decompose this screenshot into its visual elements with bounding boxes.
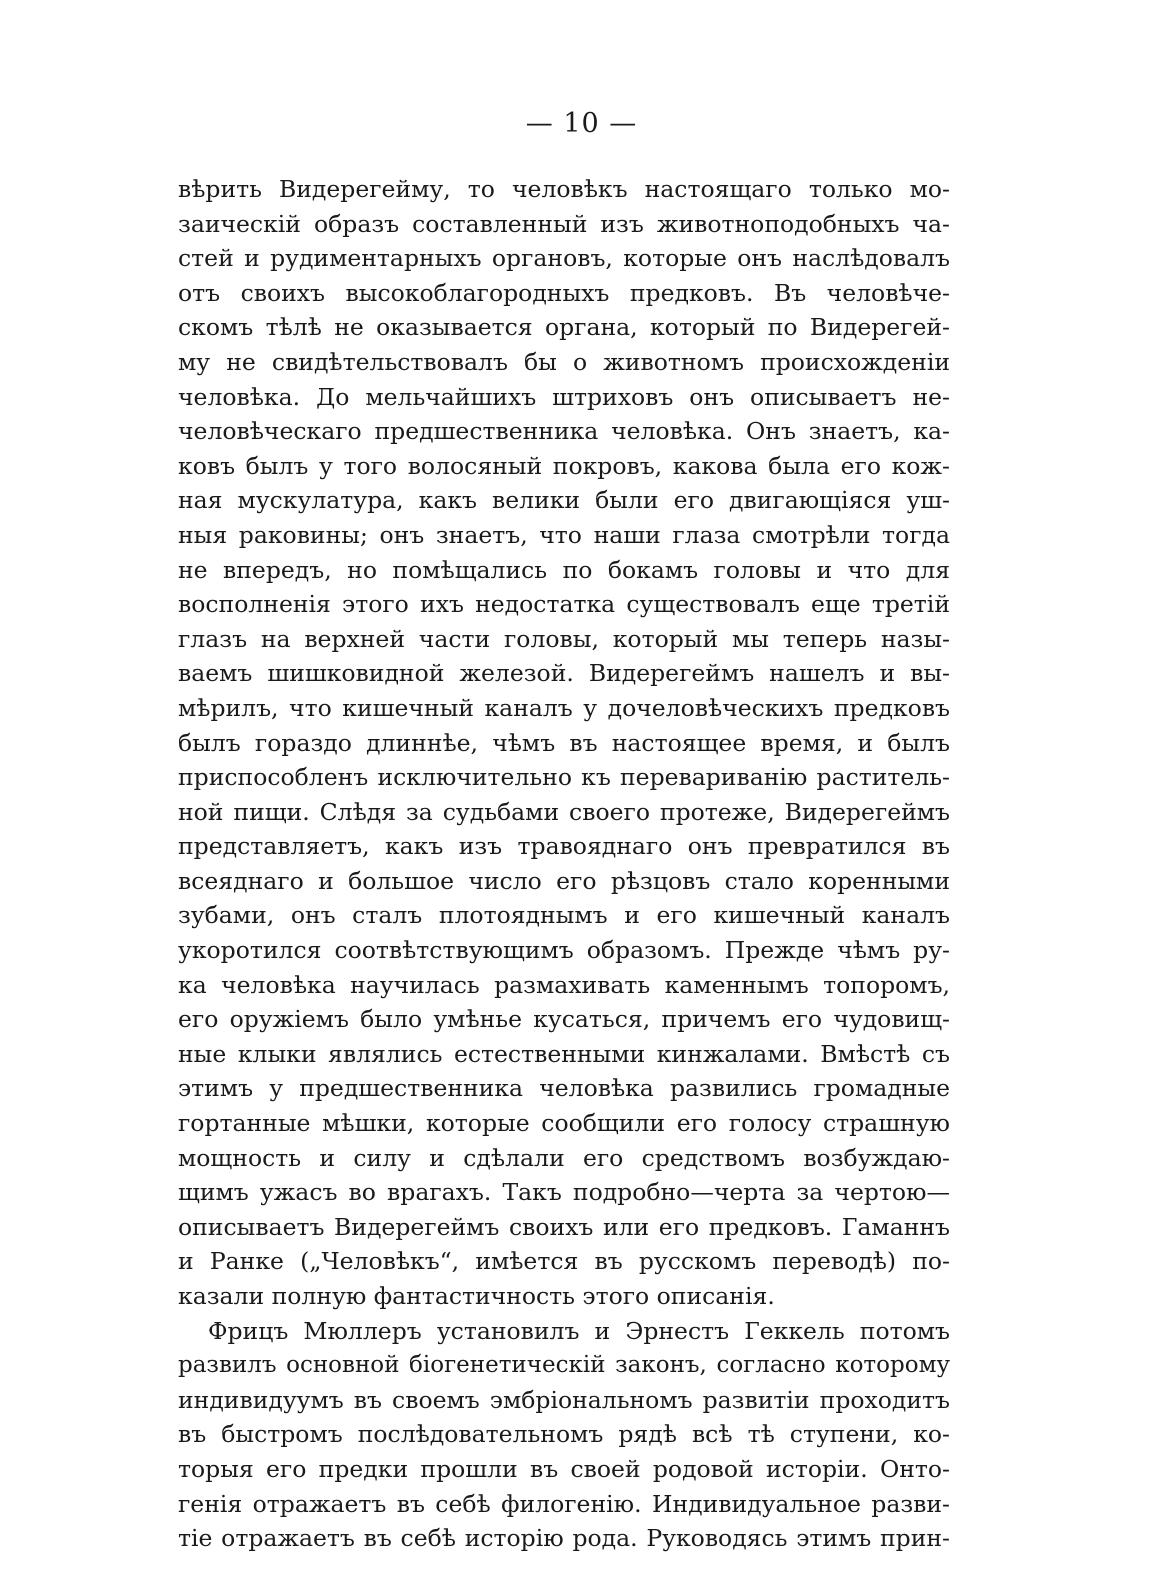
text-line: стей и рудиментарныхъ органовъ, которые онъ наслѣдовалъ <box>178 244 950 273</box>
text-line: ваемъ шишковидной железой. Видерегеймъ нашелъ и вы- <box>178 659 950 688</box>
text-line: развилъ основной бiогенетическiй законъ, согласно которому <box>178 1352 950 1379</box>
paragraph-2 <box>178 1314 950 1556</box>
text-line: описываетъ Видерегеймъ своихъ или его предковъ. Гаманнъ <box>178 1212 950 1241</box>
text-line: не впередъ, но помѣщались по бокамъ головы и что для <box>178 555 950 584</box>
text-line: мѣрилъ, что кишечный каналъ у дочеловѣческихъ предковъ <box>178 693 950 722</box>
text-line: его оружiемъ было умѣнье кусаться, причемъ его чудовищ- <box>178 1005 950 1034</box>
text-line: всеяднаго и большое число его рѣзцовъ стало коренными <box>178 866 950 895</box>
text-line: щимъ ужасъ во врагахъ. Такъ подробно—черта за чертою— <box>178 1178 950 1207</box>
text-line: зубами, онъ сталъ плотояднымъ и его кишечный каналъ <box>178 901 950 930</box>
text-line: заическiй образъ составленный изъ животноподобныхъ ча- <box>178 209 950 238</box>
text-line: ныя раковины; онъ знаетъ, что наши глаза смотрѣли тогда <box>178 520 950 549</box>
text-line: и Ранке („Человѣкъ“, имѣется въ русскомъ переводѣ) по- <box>178 1247 950 1276</box>
text-line: ная мускулатура, какъ велики были его двигающiяся уш- <box>178 486 950 515</box>
text-line: былъ гораздо длиннѣе, чѣмъ въ настоящее время, и былъ <box>178 728 950 757</box>
body-text <box>178 172 950 1556</box>
text-line: гортанные мѣшки, которые сообщили его голосу страшную <box>178 1109 950 1138</box>
text-line: генiя отражаетъ въ себѣ филогенiю. Индивидуальное разви- <box>178 1489 950 1518</box>
text-line: скомъ тѣлѣ не оказывается органа, который по Видерегей- <box>178 313 950 342</box>
text-line: му не свидѣтельствовалъ бы о животномъ происхожденiи <box>178 347 950 376</box>
text-line: Фрицъ Мюллеръ установилъ и Эрнестъ Геккель потомъ <box>208 1316 950 1345</box>
text-line: этимъ у предшественника человѣка развились громадные <box>178 1074 950 1103</box>
text-line: индивидуумъ въ своемъ эмбрiональномъ развитiи проходитъ <box>178 1385 950 1414</box>
text-line: человѣческаго предшественника человѣка. Онъ знаетъ, ка- <box>178 417 950 446</box>
text-line: казали полную фантастичность этого описанiя. <box>178 1282 775 1310</box>
text-line: приспособленъ исключительно къ перевариванiю раститель- <box>178 763 950 792</box>
text-line: мощность и силу и сдѣлали его средствомъ возбуждаю- <box>178 1143 950 1172</box>
text-line: ка человѣка научилась размахивать каменнымъ топоромъ, <box>178 970 950 999</box>
text-line: укоротился соотвѣтствующимъ образомъ. Прежде чѣмъ ру- <box>178 936 950 965</box>
paragraph-1 <box>178 172 950 1314</box>
text-line: торыя его предки прошли въ своей родовой исторiи. Онто- <box>178 1454 950 1483</box>
text-line: ной пищи. Слѣдя за судьбами своего протеже, Видерегеймъ <box>178 797 950 826</box>
text-line: въ быстромъ послѣдовательномъ рядѣ всѣ тѣ ступени, ко- <box>178 1420 950 1449</box>
text-line: глазъ на верхней части головы, который мы теперь назы- <box>178 624 950 653</box>
text-line: восполненiя этого ихъ недостатка существовалъ еще третiй <box>178 590 950 619</box>
text-line: отъ своихъ высокоблагородныхъ предковъ. Въ человѣче- <box>178 278 950 307</box>
page-number: — 10 — <box>525 108 638 139</box>
text-line: представляетъ, какъ изъ травояднаго онъ превратился въ <box>178 832 950 861</box>
text-line: вѣрить Видерегейму, то человѣкъ настоящаго только мо- <box>178 175 950 203</box>
text-line: ные клыки являлись естественными кинжалами. Вмѣстѣ съ <box>178 1039 950 1068</box>
text-line: тiе отражаетъ въ себѣ исторiю рода. Руководясь этимъ прин- <box>178 1524 950 1553</box>
text-line: человѣка. До мельчайшихъ штриховъ онъ описываетъ не- <box>178 382 950 411</box>
text-line: ковъ былъ у того волосяный покровъ, какова была его кож- <box>178 451 950 480</box>
